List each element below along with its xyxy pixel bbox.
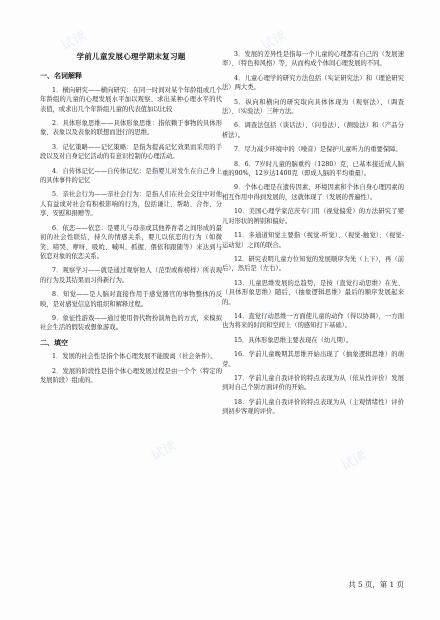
page-footer: 共 5 页，第 1 页 xyxy=(348,580,404,589)
watermark: 试读 xyxy=(338,448,369,474)
question-paragraph: 16．学前儿童晚期其思维开始出现了（抽象逻辑思维）的萌芽。 xyxy=(222,351,404,368)
question-paragraph: 1．横向研究——横向研究：在同一时间对某个年龄组或几个年龄组的儿童的心理发展水平加以观察、求出某种心理水平的代表值，或求出几个年龄组儿童的代表值加以比较 xyxy=(40,86,222,113)
watermark: 试读 xyxy=(248,308,279,334)
question-paragraph: 15．具体形象思维主要表现在（幼儿期）。 xyxy=(234,336,353,344)
question-paragraph: 9．象征性游戏——通过使用替代物扮演角色的方式，来模拟社会生活的假装或想象游戏。 xyxy=(40,314,222,332)
question-paragraph: 8．6．7岁时儿童的脑重约（1280）克，已基本接近成人脑重的90%，12岁达1400克（即成人脑的平均重量）。 xyxy=(222,160,404,178)
doc-title: 学前儿童发展心理学期末复习题 xyxy=(76,52,186,61)
watermark: 试读 xyxy=(338,168,369,194)
question-paragraph: 18．学前儿童自我评价的特点表现为从（主观情绪性）评价到初步客观的评价。 xyxy=(222,398,404,416)
question-paragraph: 14．直觉行动思维一方面使儿童的动作（得以协调），一方面也为将来的时间和空间上（的感知打下基础）。 xyxy=(222,312,404,330)
question-paragraph: 17．学前儿童自我评价的特点表现为从（依从性评价）发展到对自己个别方面评价的开始。 xyxy=(222,374,404,392)
question-paragraph: 3．记忆策略——记忆策略：是指为提高记忆效果而采用的手段以及对自身记忆活动的有意识控制的心理活动。 xyxy=(40,143,222,161)
right-column xyxy=(222,50,404,422)
question-paragraph: 2．具体形象思维——具体形象思维：指依赖于事物的具体形象、表象以及表象的联想而进行的思维。 xyxy=(40,120,222,137)
question-paragraph: 8．知觉——是人脑对直接作用于感觉器官的事物整体的反映，是对感觉信息的组织和解释过程。 xyxy=(40,291,222,308)
question-paragraph: 11．多通道知觉主要指（视觉-听觉）、（视觉-触觉）、（视觉-运动觉）之间的联合。 xyxy=(222,232,404,249)
question-paragraph: 13．儿童思维发展的总趋势，是按（直觉行动思维）在先、（具体形象思维）随后、（抽象逻辑思维）最后的顺序发展起来的。 xyxy=(222,279,404,306)
question-paragraph: 5．亲社会行为——亲社会行为：是指人们在社会交往中对他人有益或对社会有积极影响的行为，包括谦让、帮助、合作、分享、安慰和捐赠等。 xyxy=(40,191,222,218)
left-content xyxy=(40,71,222,385)
question-paragraph: 12．研究表明儿童方位知觉的发展顺序为先（上下），再（前后），然后是（左右）。 xyxy=(222,255,404,273)
question-paragraph: 2．发展的阶段性是指个体心理发展过程是由一个个（特定的发展阶段）组成的。 xyxy=(40,367,222,384)
watermark: 试读 xyxy=(58,28,89,54)
watermark: 试读 xyxy=(148,158,179,184)
question-paragraph: 10．美国心理学家范茨专门用（视觉偏爱）的方法研究了婴儿对形状的辨别和偏好。 xyxy=(222,208,404,225)
left-column xyxy=(40,50,222,390)
question-paragraph: 3．发展的差异性是指每一个儿童的心理都有自己的（发展速率）、（特色和风格）等，从而构成个体间心理发展的不同。 xyxy=(222,51,404,68)
question-paragraph: 7．观察学习——就是通过观察他人（范型或称榜样）所表现的行为及其结果而习得新行为。 xyxy=(40,267,222,284)
right-content xyxy=(222,50,404,417)
section-heading: 二、填空 xyxy=(40,337,68,347)
question-paragraph: 1．发展的社会性是指个体心理发展不能脱离（社会条件）。 xyxy=(52,353,217,361)
watermark: 试读 xyxy=(58,298,89,324)
section-heading: 一、名词解释 xyxy=(40,71,82,81)
question-paragraph: 6．调查法包括（谈话法）、（问卷法）、（测验法）和（产品分析法）。 xyxy=(222,122,404,139)
question-paragraph: 4．自传体记忆——自传体记忆：是指婴儿对发生在自己身上的具体事件的记忆 xyxy=(40,167,222,185)
question-paragraph: 4．儿童心理学的研究方法包括（实证研究法）和（理论研究法）两大类。 xyxy=(222,74,404,92)
watermark: 试读 xyxy=(258,28,289,54)
watermark: 试读 xyxy=(148,438,179,464)
question-paragraph: 5．纵向和横向的研究取向具体体现为（观察法）、（调查法）、（实验法）三种方法。 xyxy=(222,98,404,116)
question-paragraph: 9．个体心理是在遗传因素、环境因素和个体自身心理因素的相互作用中得到发展的，这就体现了（发展的普遍性）。 xyxy=(222,184,404,201)
question-paragraph: 7．尽力减少环境中的（噪音）是保护儿童听力的重要保障。 xyxy=(234,146,402,154)
question-paragraph: 6．依恋——依恋：是婴儿与母亲或其他养育者之间形成的最初的社会性联结，持久的情感关系，婴儿以依恋的行为（如微笑、啼哭、咿呀、吸吮、喊叫、抓握、偎依和跟随等）来达到与依恋对象的依恋关系。 xyxy=(40,224,222,260)
